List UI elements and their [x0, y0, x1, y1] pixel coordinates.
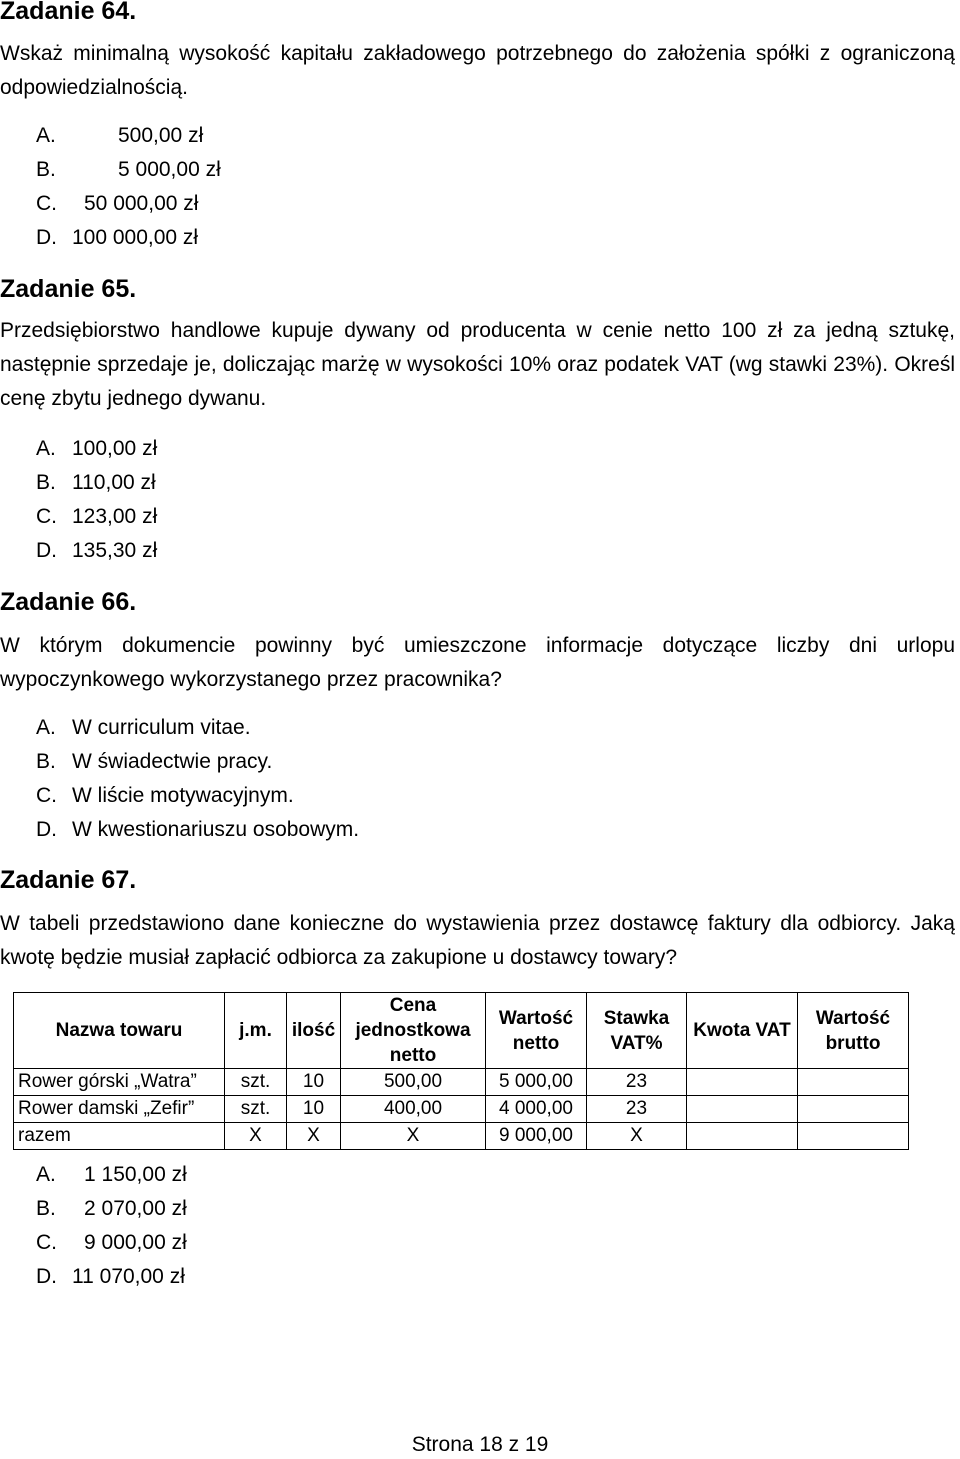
- cell-cena: 500,00: [341, 1069, 486, 1096]
- option-text: 123,00 zł: [72, 505, 158, 528]
- option-letter: B.: [36, 1197, 56, 1220]
- q67-heading: Zadanie 67.: [0, 866, 137, 894]
- cell-nazwa-towaru: Rower górski „Watra”: [14, 1069, 225, 1096]
- q65-option-d[interactable]: [36, 538, 157, 564]
- q66-option-a[interactable]: [36, 715, 251, 741]
- q64-option-d[interactable]: [36, 225, 198, 251]
- cell-jm: szt.: [225, 1096, 287, 1123]
- option-text: 100,00 zł: [72, 437, 158, 460]
- option-text: 9 000,00 zł: [84, 1231, 187, 1254]
- cell-kwota-vat: [687, 1123, 798, 1150]
- header-ilosc: ilość: [287, 993, 341, 1069]
- q64-question-text: Wskaż minimalną wysokość kapitału zakładowego potrzebnego do założenia spółki z ograniczoną odpowiedzialnością.: [0, 42, 955, 99]
- option-text: 5 000,00 zł: [118, 158, 221, 181]
- table-row: [14, 1069, 909, 1096]
- option-text: W kwestionariuszu osobowym.: [72, 818, 360, 841]
- option-letter: A.: [36, 124, 56, 147]
- option-letter: D.: [36, 539, 57, 562]
- option-letter: B.: [36, 158, 56, 181]
- q64-option-b[interactable]: [36, 157, 221, 183]
- option-text: 1 150,00 zł: [84, 1163, 187, 1186]
- cell-ilosc: 10: [287, 1096, 341, 1123]
- option-letter: D.: [36, 818, 57, 841]
- option-text: 50 000,00 zł: [84, 192, 199, 215]
- cell-nazwa-towaru: Rower damski „Zefir”: [14, 1096, 225, 1123]
- cell-jm: szt.: [225, 1069, 287, 1096]
- q66-option-d[interactable]: [36, 817, 359, 843]
- cell-stawka-vat: 23: [587, 1069, 687, 1096]
- cell-kwota-vat: [687, 1096, 798, 1123]
- option-letter: C.: [36, 505, 57, 528]
- cell-kwota-vat: [687, 1069, 798, 1096]
- table-row-total: [14, 1123, 909, 1150]
- q64-option-c[interactable]: [36, 191, 198, 217]
- option-text: 110,00 zł: [72, 471, 156, 494]
- option-text: 2 070,00 zł: [84, 1197, 187, 1220]
- q67-question-text: W tabeli przedstawiono dane konieczne do wystawienia przez dostawcę faktury dla odbiorcy. Jaką kwotę będzie musiał zapłacić odbiorca za zakupione u dostawcy towary?: [0, 912, 955, 969]
- q67-option-d[interactable]: [36, 1264, 185, 1290]
- table-row: [14, 1096, 909, 1123]
- option-letter: D.: [36, 226, 57, 249]
- option-letter: B.: [36, 750, 56, 773]
- q65-heading: Zadanie 65.: [0, 275, 137, 303]
- option-letter: D.: [36, 1265, 57, 1288]
- option-text: W świadectwie pracy.: [72, 750, 273, 773]
- cell-nazwa-towaru: razem: [14, 1123, 225, 1150]
- cell-ilosc: X: [287, 1123, 341, 1150]
- cell-stawka-vat: 23: [587, 1096, 687, 1123]
- q65-option-c[interactable]: [36, 504, 157, 530]
- option-text: 100 000,00 zł: [72, 226, 199, 249]
- cell-wartosc-brutto: [798, 1096, 909, 1123]
- option-text: W liście motywacyjnym.: [72, 784, 294, 807]
- q66-heading: Zadanie 66.: [0, 588, 137, 616]
- cell-cena: X: [341, 1123, 486, 1150]
- option-letter: C.: [36, 1231, 57, 1254]
- header-stawka-vat: Stawka VAT%: [587, 993, 687, 1069]
- cell-wartosc-netto: 4 000,00: [486, 1096, 587, 1123]
- option-text: 11 070,00 zł: [72, 1265, 185, 1288]
- cell-ilosc: 10: [287, 1069, 341, 1096]
- option-letter: C.: [36, 784, 57, 807]
- invoice-data-table: [13, 992, 909, 1150]
- header-kwota-vat: Kwota VAT: [687, 993, 798, 1069]
- cell-wartosc-brutto: [798, 1123, 909, 1150]
- q67-option-b[interactable]: [36, 1196, 187, 1222]
- option-letter: A.: [36, 1163, 56, 1186]
- q66-option-c[interactable]: [36, 783, 294, 809]
- table-header-row: [14, 993, 909, 1069]
- cell-wartosc-netto: 9 000,00: [486, 1123, 587, 1150]
- cell-cena: 400,00: [341, 1096, 486, 1123]
- option-letter: A.: [36, 716, 56, 739]
- page-number-footer: Strona 18 z 19: [411, 1433, 549, 1456]
- q65-question-text: Przedsiębiorstwo handlowe kupuje dywany od producenta w cenie netto 100 zł za jedną sztukę, następnie sprzedaje je, doliczając marżę w wysokości 10% oraz podatek VAT (wg stawki 23%). Określ cenę zbytu jednego dywanu.: [0, 319, 955, 410]
- q67-option-c[interactable]: [36, 1230, 187, 1256]
- cell-stawka-vat: X: [587, 1123, 687, 1150]
- q65-option-a[interactable]: [36, 436, 157, 462]
- option-text: 135,30 zł: [72, 539, 158, 562]
- q66-option-b[interactable]: [36, 749, 272, 775]
- q64-heading: Zadanie 64.: [0, 0, 137, 25]
- cell-wartosc-brutto: [798, 1069, 909, 1096]
- header-nazwa-towaru: Nazwa towaru: [14, 993, 225, 1069]
- header-wartosc-brutto: Wartość brutto: [798, 993, 909, 1069]
- cell-jm: X: [225, 1123, 287, 1150]
- cell-wartosc-netto: 5 000,00: [486, 1069, 587, 1096]
- header-wartosc-netto: Wartość netto: [486, 993, 587, 1069]
- q64-option-a[interactable]: [36, 123, 203, 149]
- option-text: 500,00 zł: [118, 124, 204, 147]
- option-text: W curriculum vitae.: [72, 716, 251, 739]
- q66-question-text: W którym dokumencie powinny być umieszczone informacje dotyczące liczby dni urlopu wypoczynkowego wykorzystanego przez pracownika?: [0, 634, 955, 691]
- header-cena-jednostkowa-netto: Cena jednostkowa netto: [341, 993, 486, 1069]
- q65-option-b[interactable]: [36, 470, 156, 496]
- q67-option-a[interactable]: [36, 1162, 187, 1188]
- option-letter: A.: [36, 437, 56, 460]
- header-jm: j.m.: [225, 993, 287, 1069]
- option-letter: C.: [36, 192, 57, 215]
- option-letter: B.: [36, 471, 56, 494]
